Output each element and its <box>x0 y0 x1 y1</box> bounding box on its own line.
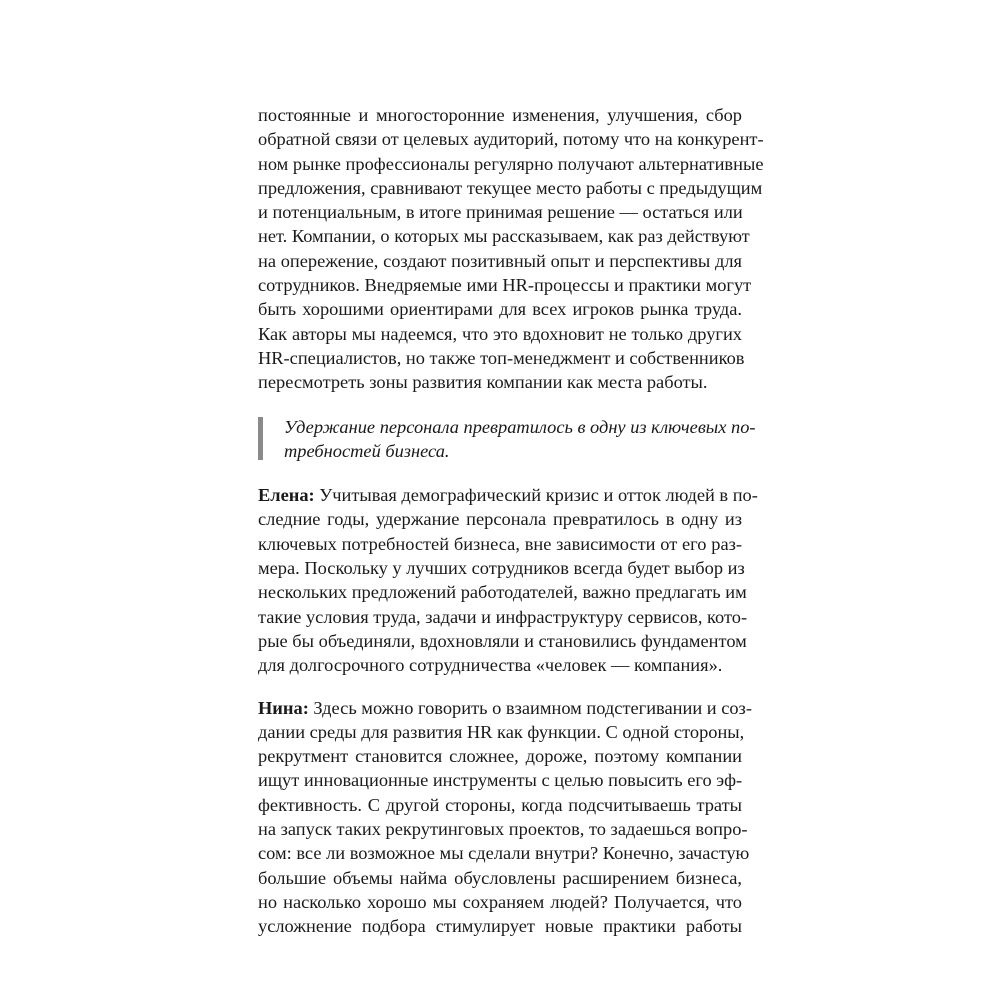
text-line: но насколько хорошо мы сохраняем людей? Получается, что <box>258 891 742 912</box>
speaker-name: Нина: <box>258 697 309 718</box>
text-line: обратной связи от целевых аудиторий, потому что на конкурент- <box>258 129 764 150</box>
text-line: сом: все ли возможное мы сделали внутри? Конечно, зачастую <box>258 843 750 864</box>
text-line: ном рынке профессионалы регулярно получают альтернативные <box>258 153 764 174</box>
text-line: быть хорошими ориентирами для всех игроков рынка труда. <box>258 299 742 320</box>
text-line: усложнение подбора стимулирует новые практики работы <box>258 916 742 937</box>
speaker-name: Елена: <box>258 485 315 506</box>
quote-bar <box>258 417 263 460</box>
elena-paragraph <box>258 483 758 677</box>
text-line: нет. Компании, о которых мы рассказываем, как раз действуют <box>258 226 750 247</box>
text-line: HR-специалистов, но также топ-менеджмент и собственников <box>258 347 745 368</box>
text-line: дании среды для развития HR как функции. С одной стороны, <box>258 721 745 742</box>
text-line: мера. Поскольку у лучших сотрудников всегда будет выбор из <box>258 558 745 579</box>
text-line: большие объемы найма обусловлены расширением бизнеса, <box>258 867 742 888</box>
text-line: нескольких предложений работодателей, важно предлагать им <box>258 582 747 603</box>
text-line: такие условия труда, задачи и инфраструктуру сервисов, кото- <box>258 606 748 627</box>
text-line <box>258 696 752 720</box>
text-line: постоянные и многосторонние изменения, улучшения, сбор <box>258 105 742 125</box>
text-line: рые бы объединяли, вдохновляли и становились фундаментом <box>258 630 747 651</box>
text-line: на опережение, создают позитивный опыт и перспективы для <box>258 250 742 271</box>
text-line: на запуск таких рекрутинговых проектов, то задаешься вопро- <box>258 819 748 840</box>
nina-paragraph <box>258 696 752 939</box>
text-line: следние годы, удержание персонала превратилось в одну из <box>258 509 742 530</box>
book-page <box>258 103 764 939</box>
speaker-text: Учитывая демографический кризис и отток людей в по- <box>314 485 758 506</box>
text-line: Как авторы мы надеемся, что это вдохновит не только других <box>258 323 742 344</box>
text-line: сотрудников. Внедряемые ими HR-процессы и практики могут <box>258 275 752 296</box>
text-line: рекрутмент становится сложнее, дороже, поэтому компании <box>258 746 742 767</box>
text-line: ищут инновационные инструменты с целью повысить его эф- <box>258 770 743 791</box>
pull-quote <box>258 415 756 464</box>
quote-line: требностей бизнеса. <box>284 440 450 461</box>
text-line: и потенциальным, в итоге принимая решение — остаться или <box>258 202 743 223</box>
text-line: ключевых потребностей бизнеса, вне зависимости от его раз- <box>258 533 742 554</box>
text-line <box>258 483 758 507</box>
intro-paragraph <box>258 103 764 395</box>
text-line: фективность. С другой стороны, когда подсчитываешь траты <box>258 794 742 815</box>
text-line: для долгосрочного сотрудничества «человек — компания». <box>258 655 723 676</box>
quote-line: Удержание персонала превратилось в одну из ключевых по- <box>284 416 756 437</box>
text-line: пересмотреть зоны развития компании как места работы. <box>258 372 708 393</box>
speaker-text: Здесь можно говорить о взаимном подстегивании и соз- <box>308 697 752 718</box>
text-line: предложения, сравнивают текущее место работы с предыдущим <box>258 177 763 198</box>
